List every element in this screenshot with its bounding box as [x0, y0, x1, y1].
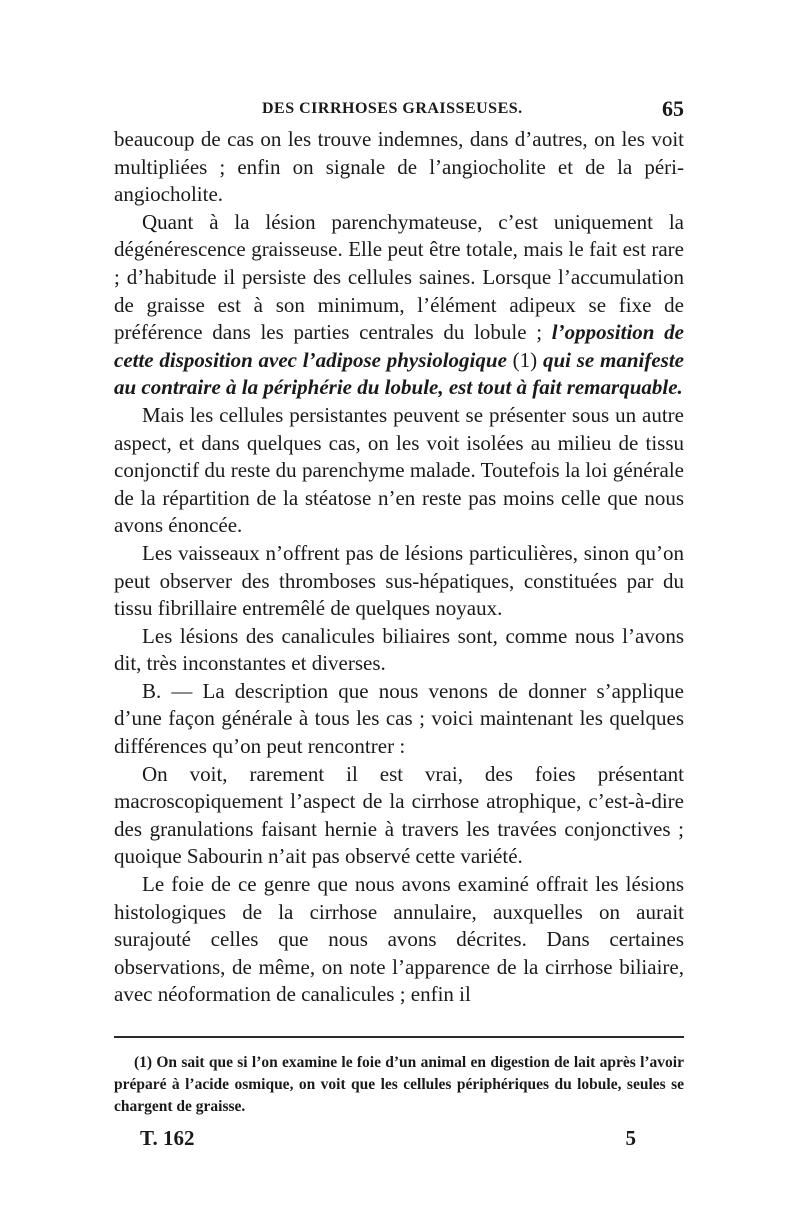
- footnote-text: (1) On sait que si l’on examine le foie d’un animal en digestion de lait après l’avoir préparé à l’acide osmique, on voit que les cellules périphériques du lobule, seules se chargent de graisse.: [114, 1054, 684, 1115]
- paragraph-2-italic-2: qui se manifeste au contraire à la périphérie du lobule, est tout à fait remarquable.: [114, 347, 684, 400]
- footnote: [114, 1052, 684, 1118]
- paragraph-3: Mais les cellules persistantes peuvent se présenter sous un autre aspect, et dans quelques cas, on les voit isolées au milieu de tissu conjonctif du reste du parenchyme malade. Toutefois la loi générale de la répartition de la stéatose n’en reste pas moins celle que nous avons énoncée.: [114, 402, 684, 538]
- footnote-reference: (1): [506, 347, 543, 372]
- signature-line: [140, 1126, 636, 1154]
- signature-mark: T. 162: [140, 1126, 195, 1150]
- paragraph-2-text: Quant à la lésion parenchymateuse, c’est uniquement la dégénérescence graisseuse. Elle peut être totale, mais le fait est rare ; d’habitude il persiste des cellules saines. Lorsque l’accumulation de graisse est à son minimum, l’élément adipeux se fixe de préférence dans les parties centrales du lobule ;: [114, 209, 684, 345]
- paragraph-1: beaucoup de cas on les trouve indemnes, dans d’autres, on les voit multipliées ; enfin on signale de l’angiocholite et de la péri-angiocholite.: [114, 127, 684, 207]
- paragraph-2: [114, 209, 684, 402]
- paragraph-8: Le foie de ce genre que nous avons examiné offrait les lésions histologiques de la cirrhose annulaire, auxquelles on aurait surajouté celles que nous avons décrites. Dans certaines observations, de même, on note l’apparence de la cirrhose biliaire, avec néoformation de canalicules ; enfin il: [114, 872, 684, 1007]
- running-head: DES CIRRHOSES GRAISSEUSES.: [262, 100, 523, 117]
- paragraph-6: B. — La description que nous venons de donner s’applique d’une façon générale à tous les cas ; voici maintenant les quelques différences qu’on peut rencontrer :: [114, 678, 684, 759]
- paragraph-4: Les vaisseaux n’offrent pas de lésions particulières, sinon qu’on peut observer des thromboses sus-hépatiques, constituées par du tissu fibrillaire entremêlé de quelques noyaux.: [114, 540, 684, 621]
- paragraph-5: Les lésions des canalicules biliaires sont, comme nous l’avons dit, très inconstantes et diverses.: [114, 623, 684, 676]
- paragraph-2-italic-1: l’opposition de cette disposition avec l’adipose physiologique: [114, 320, 684, 372]
- footnote-rule: [114, 1036, 684, 1038]
- body-text: [114, 126, 684, 1009]
- page-header: [112, 96, 684, 126]
- signature-number: 5: [625, 1126, 636, 1150]
- page-number: 65: [662, 96, 684, 121]
- paragraph-7: On voit, rarement il est vrai, des foies présentant macroscopiquement l’aspect de la cirrhose atrophique, c’est-à-dire des granulations faisant hernie à travers les travées conjonctives ; quoique Sabourin n’ait pas observé cette variété.: [114, 761, 684, 869]
